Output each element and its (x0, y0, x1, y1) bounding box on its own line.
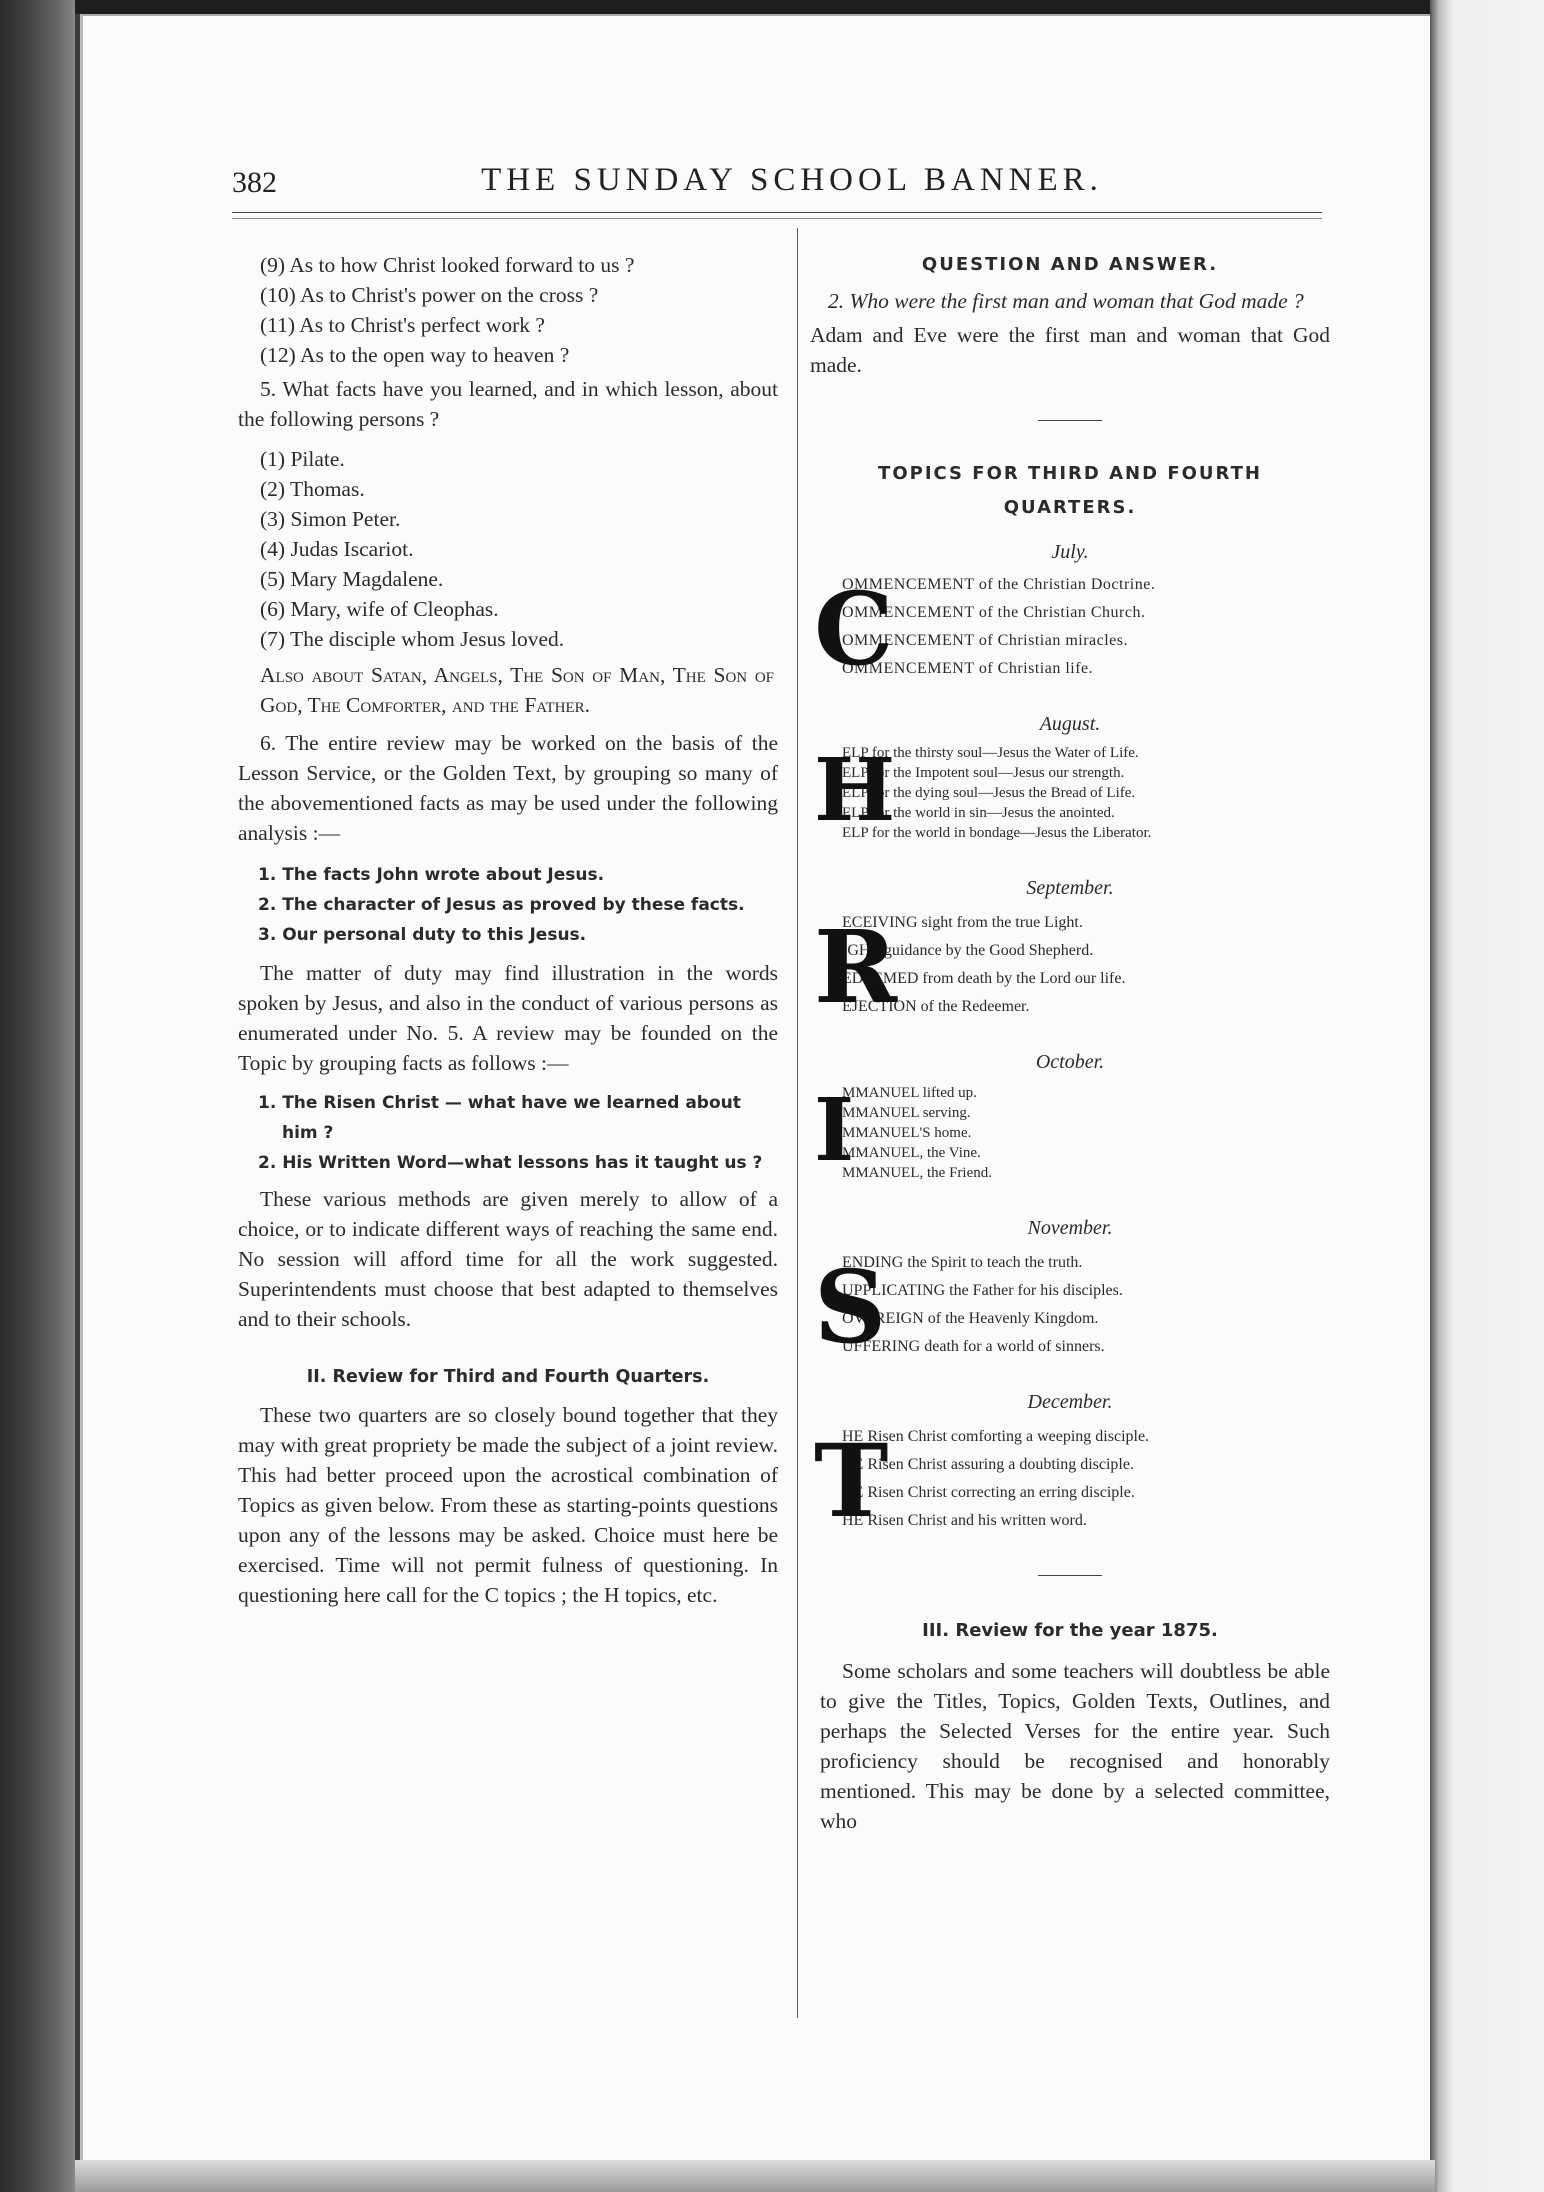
paragraph-6: 6. The entire review may be worked on the basis of the Lesson Service, or the Golden Text, by grouping so many of the abovementioned facts as may be used under the following analysis :— (238, 731, 778, 845)
topic-line: OMMENCEMENT of the Christian Doctrine. (842, 576, 1156, 593)
topic-line: ELP for the dying soul—Jesus the Bread of Life. (842, 785, 1136, 801)
topic-line: ELP for the thirsty soul—Jesus the Water of Life. (842, 745, 1139, 761)
topic-line: EJECTION of the Redeemer. (842, 998, 1030, 1015)
acrostic-initial: H (814, 740, 896, 841)
topic-line: ECEIVING sight from the true Light. (842, 914, 1083, 931)
analysis-item: 2. His Written Word—what lessons has it taught us ? (258, 1153, 763, 1173)
topic-line: UPPLICATING the Father for his disciples. (842, 1282, 1123, 1299)
month-heading: December. (1027, 1391, 1113, 1413)
person-item: (4) Judas Iscariot. (260, 537, 414, 561)
section-2-title: II. Review for Third and Fourth Quarters. (306, 1367, 710, 1387)
topic-line: ENDING the Spirit to teach the truth. (842, 1254, 1083, 1271)
list-item: (12) As to the open way to heaven ? (260, 343, 570, 367)
topic-line: OMMENCEMENT of Christian life. (842, 660, 1094, 677)
paragraph-section-3: Some scholars and some teachers will doubtless be able to give the Titles, Topics, Golden Texts, Outlines, and perhaps the Selected Verses for the entire year. Such proficiency should be recognised and honorably mentioned. This may be done by a selected committee, who (820, 1659, 1330, 1833)
topic-line: ELP for the world in bondage—Jesus the Liberator. (842, 825, 1152, 841)
analysis-item: 1. The Risen Christ — what have we learned about him ? (258, 1093, 741, 1143)
acrostic-july (814, 570, 1330, 688)
month-heading: October. (1035, 1051, 1105, 1073)
acrostic-september (814, 908, 1330, 1026)
acrostic-initial: S (814, 1248, 887, 1366)
person-item: (2) Thomas. (260, 477, 365, 501)
topic-line: HE Risen Christ correcting an erring disciple. (842, 1484, 1135, 1501)
header-rule-secondary (232, 218, 1322, 219)
journal-title: THE SUNDAY SCHOOL BANNER. (481, 162, 1103, 198)
acrostic-october (814, 1080, 1330, 1183)
also-about: Also about Satan, Angels, The Son of Man, The Son of God, The Comforter, and the Father. (260, 663, 774, 717)
catechism-answer: Adam and Eve were the first man and woman that God made. (810, 323, 1330, 377)
topic-line: HE Risen Christ and his written word. (842, 1512, 1087, 1529)
list-item: (11) As to Christ's perfect work ? (260, 313, 545, 337)
acrostic-december (814, 1422, 1330, 1540)
paragraph-section-2: These two quarters are so closely bound together that they may with great propriety be made the subject of a joint review. This had better proceed upon the acrostical combination of Topics as given below. From these as starting-points questions upon any of the lessons may be asked. Choice must here be exercised. Time will not permit fulness of questioning. In questioning here call for the C topics ; the H topics, etc. (238, 1403, 778, 1607)
paragraph-methods: These various methods are given merely to allow of a choice, or to indicate different ways of reaching the same end. No session will afford time for all the work suggested. Superintendents must choose that best adapted to themselves and to their schools. (238, 1187, 778, 1331)
month-heading: July. (1051, 541, 1089, 563)
scan-top-edge (0, 0, 1544, 14)
month-heading: August. (1039, 713, 1101, 735)
topic-line: OMMENCEMENT of Christian miracles. (842, 632, 1129, 649)
paragraph-duty: The matter of duty may find illustration in the words spoken by Jesus, and also in the conduct of various persons as enumerated under No. 5. A review may be founded on the Topic by grouping facts as follows :— (238, 961, 778, 1075)
topic-line: MMANUEL serving. (842, 1105, 971, 1121)
topic-line: OVEREIGN of the Heavenly Kingdom. (842, 1310, 1099, 1327)
question-5: 5. What facts have you learned, and in which lesson, about the following persons ? (238, 377, 778, 431)
next-page-edge (1430, 0, 1544, 2192)
topic-line: EDEEMED from death by the Lord our life. (842, 970, 1126, 987)
topic-line: OMMENCEMENT of the Christian Church. (842, 604, 1146, 621)
topic-line: MMANUEL'S home. (842, 1125, 972, 1141)
right-column (810, 250, 1330, 1836)
page-number: 382 (232, 166, 277, 199)
catechism-question: 2. Who were the first man and woman that God made ? (828, 289, 1304, 313)
topic-line: MMANUEL, the Vine. (842, 1145, 981, 1161)
analysis-item: 1. The facts John wrote about Jesus. (258, 865, 605, 885)
month-heading: November. (1027, 1217, 1113, 1239)
month-heading: September. (1026, 877, 1114, 899)
topic-line: HE Risen Christ comforting a weeping disciple. (842, 1428, 1150, 1445)
person-item: (1) Pilate. (260, 447, 345, 471)
running-head (232, 158, 1332, 208)
acrostic-initial: T (814, 1422, 889, 1540)
topic-line: HE Risen Christ assuring a doubting disciple. (842, 1456, 1134, 1473)
page-bottom-edge (75, 2160, 1435, 2192)
topic-line: MMANUEL, the Friend. (842, 1165, 992, 1181)
acrostic-initial: R (814, 908, 898, 1026)
book-spine (0, 0, 75, 2192)
column-divider (797, 228, 798, 2018)
person-item: (5) Mary Magdalene. (260, 567, 444, 591)
analysis-item: 2. The character of Jesus as proved by these facts. (258, 895, 745, 915)
analysis-item: 3. Our personal duty to this Jesus. (258, 925, 587, 945)
list-item: (9) As to how Christ looked forward to us ? (260, 253, 635, 277)
topic-line: ELP for the Impotent soul—Jesus our strength. (842, 765, 1125, 781)
person-item: (3) Simon Peter. (260, 507, 401, 531)
acrostic-august (814, 740, 1330, 843)
acrostic-november (814, 1248, 1330, 1366)
topic-line: MMANUEL lifted up. (842, 1085, 977, 1101)
person-item: (7) The disciple whom Jesus loved. (260, 627, 565, 651)
list-item: (10) As to Christ's power on the cross ? (260, 283, 599, 307)
topic-line: ELP for the world in sin—Jesus the anointed. (842, 805, 1115, 821)
person-item: (6) Mary, wife of Cleophas. (260, 597, 499, 621)
qa-title: QUESTION AND ANSWER. (921, 254, 1219, 275)
topics-title: TOPICS FOR THIRD AND FOURTH QUARTERS. (878, 463, 1262, 518)
acrostic-initial: I (814, 1080, 855, 1181)
topic-line: UFFERING death for a world of sinners. (842, 1338, 1105, 1355)
left-column (238, 250, 778, 1610)
header-rule (232, 212, 1322, 213)
topic-line: IGHT guidance by the Good Shepherd. (842, 942, 1094, 959)
acrostic-initial: C (814, 570, 894, 688)
section-3-title: III. Review for the year 1875. (922, 1620, 1218, 1641)
